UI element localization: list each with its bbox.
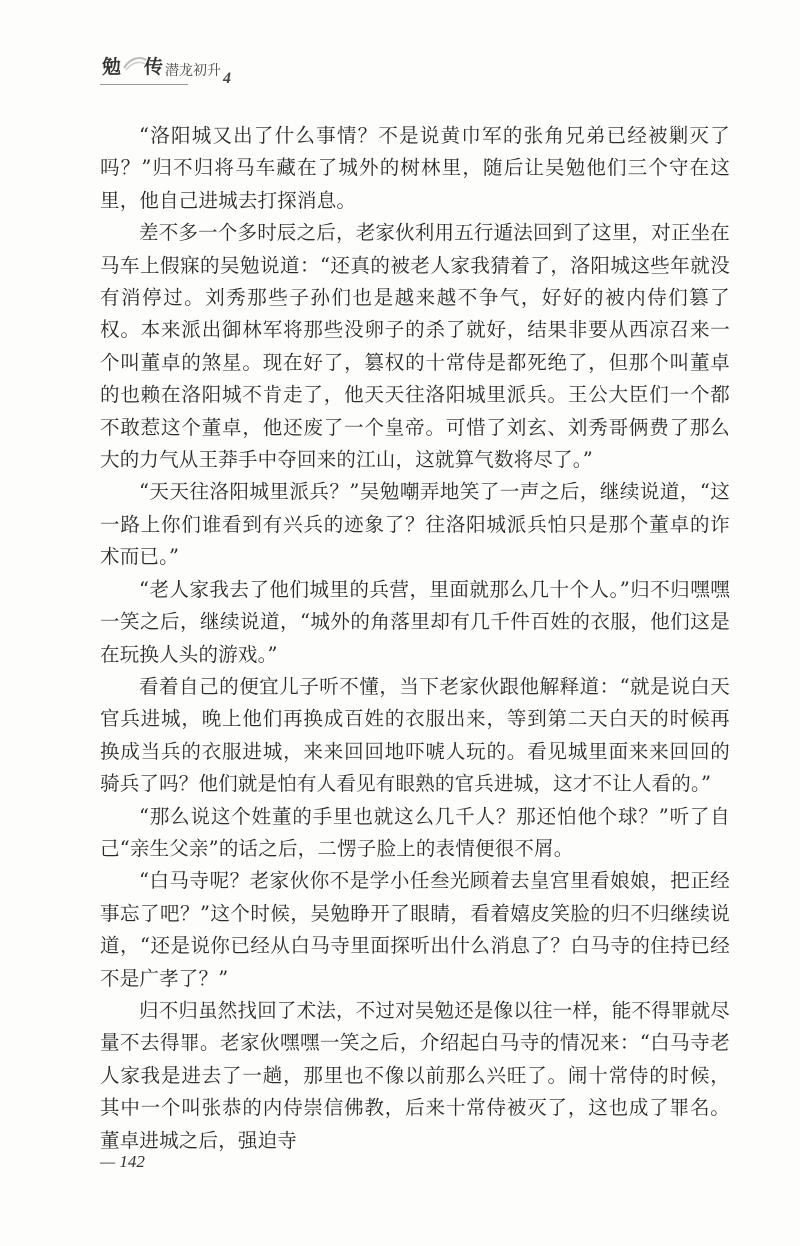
paragraph: 归不归虽然找回了术法，不过对吴勉还是像以往一样，能不得罪就尽量不去得罪。老家伙嘿嘿一笑之后，介绍起白马寺的情况来：“白马寺老人家我是进去了一趟，那里也不像以前那么兴旺了。闹十常侍的时候，其中一个叫张恭的内侍崇信佛教，后来十常侍被灭了，这也成了罪名。董卓进城之后，强迫寺 <box>100 998 731 1152</box>
header-subtitle: 潜龙初升 <box>165 63 221 79</box>
header-volume-number: 4 <box>223 70 231 87</box>
paragraph: “老人家我去了他们城里的兵营，里面就那么几十个人。”归不归嘿嘿一笑之后，继续说道，“城外的角落里却有几千件百姓的衣服，他们这是在玩换人头的游戏。” <box>100 577 730 666</box>
paragraph: “那么说这个姓董的手里也就这么几千人？那还怕他个球？”听了自己“亲生父亲”的话之后，二愣子脸上的表情便很不屑。 <box>100 804 730 860</box>
body-text <box>100 120 730 1157</box>
running-header <box>100 44 340 94</box>
paragraph: “天天往洛阳城里派兵？”吴勉嘲弄地笑了一声之后，继续说道，“这一路上你们谁看到有兴兵的迹象了？往洛阳城派兵怕只是那个董卓的诈术而已。” <box>100 480 730 569</box>
header-title-char-1: 勉 <box>102 56 122 78</box>
page-number: — 142 <box>100 1152 145 1171</box>
paragraph: 差不多一个多时辰之后，老家伙利用五行遁法回到了这里，对正坐在马车上假寐的吴勉说道：“还真的被老人家我猜着了，洛阳城这些年就没有消停过。刘秀那些子孙们也是越来越不争气，好好的被内侍们篡了权。本来派出御林军将那些没卵子的杀了就好，结果非要从西凉召来一个叫董卓的煞星。现在好了，篡权的十常侍是都死绝了，但那个叫董卓的也赖在洛阳城不肯走了，他天天往洛阳城里派兵。王公大臣们一个都不敢惹这个董卓，他还废了一个皇帝。可惜了刘玄、刘秀哥俩费了那么大的力气从王莽手中夺回来的江山，这就算气数将尽了。” <box>100 221 731 472</box>
paragraph: “洛阳城又出了什么事情？不是说黄巾军的张角兄弟已经被剿灭了吗？”归不归将马车藏在了城外的树林里，随后让吴勉他们三个守在这里，他自己进城去打探消息。 <box>100 124 730 212</box>
paragraph: 看着自己的便宜儿子听不懂，当下老家伙跟他解释道：“就是说白天官兵进城，晚上他们再换成百姓的衣服出来，等到第二天白天的时候再换成当兵的衣服进城，来来回回地吓唬人玩的。看见城里面来来回回的骑兵了吗？他们就是怕有人看见有眼熟的官兵进城，这才不让人看的。” <box>100 674 730 796</box>
header-rule <box>100 84 188 85</box>
paragraph: “白马寺呢？老家伙你不是学小任叁光顾着去皇宫里看娘娘，把正经事忘了吧？”这个时候，吴勉睁开了眼睛，看着嬉皮笑脸的归不归继续说道，“还是说你已经从白马寺里面探听出什么消息了？白马寺的住持已经不是广孝了？” <box>100 869 730 990</box>
header-title-char-2: 传 <box>144 56 164 78</box>
